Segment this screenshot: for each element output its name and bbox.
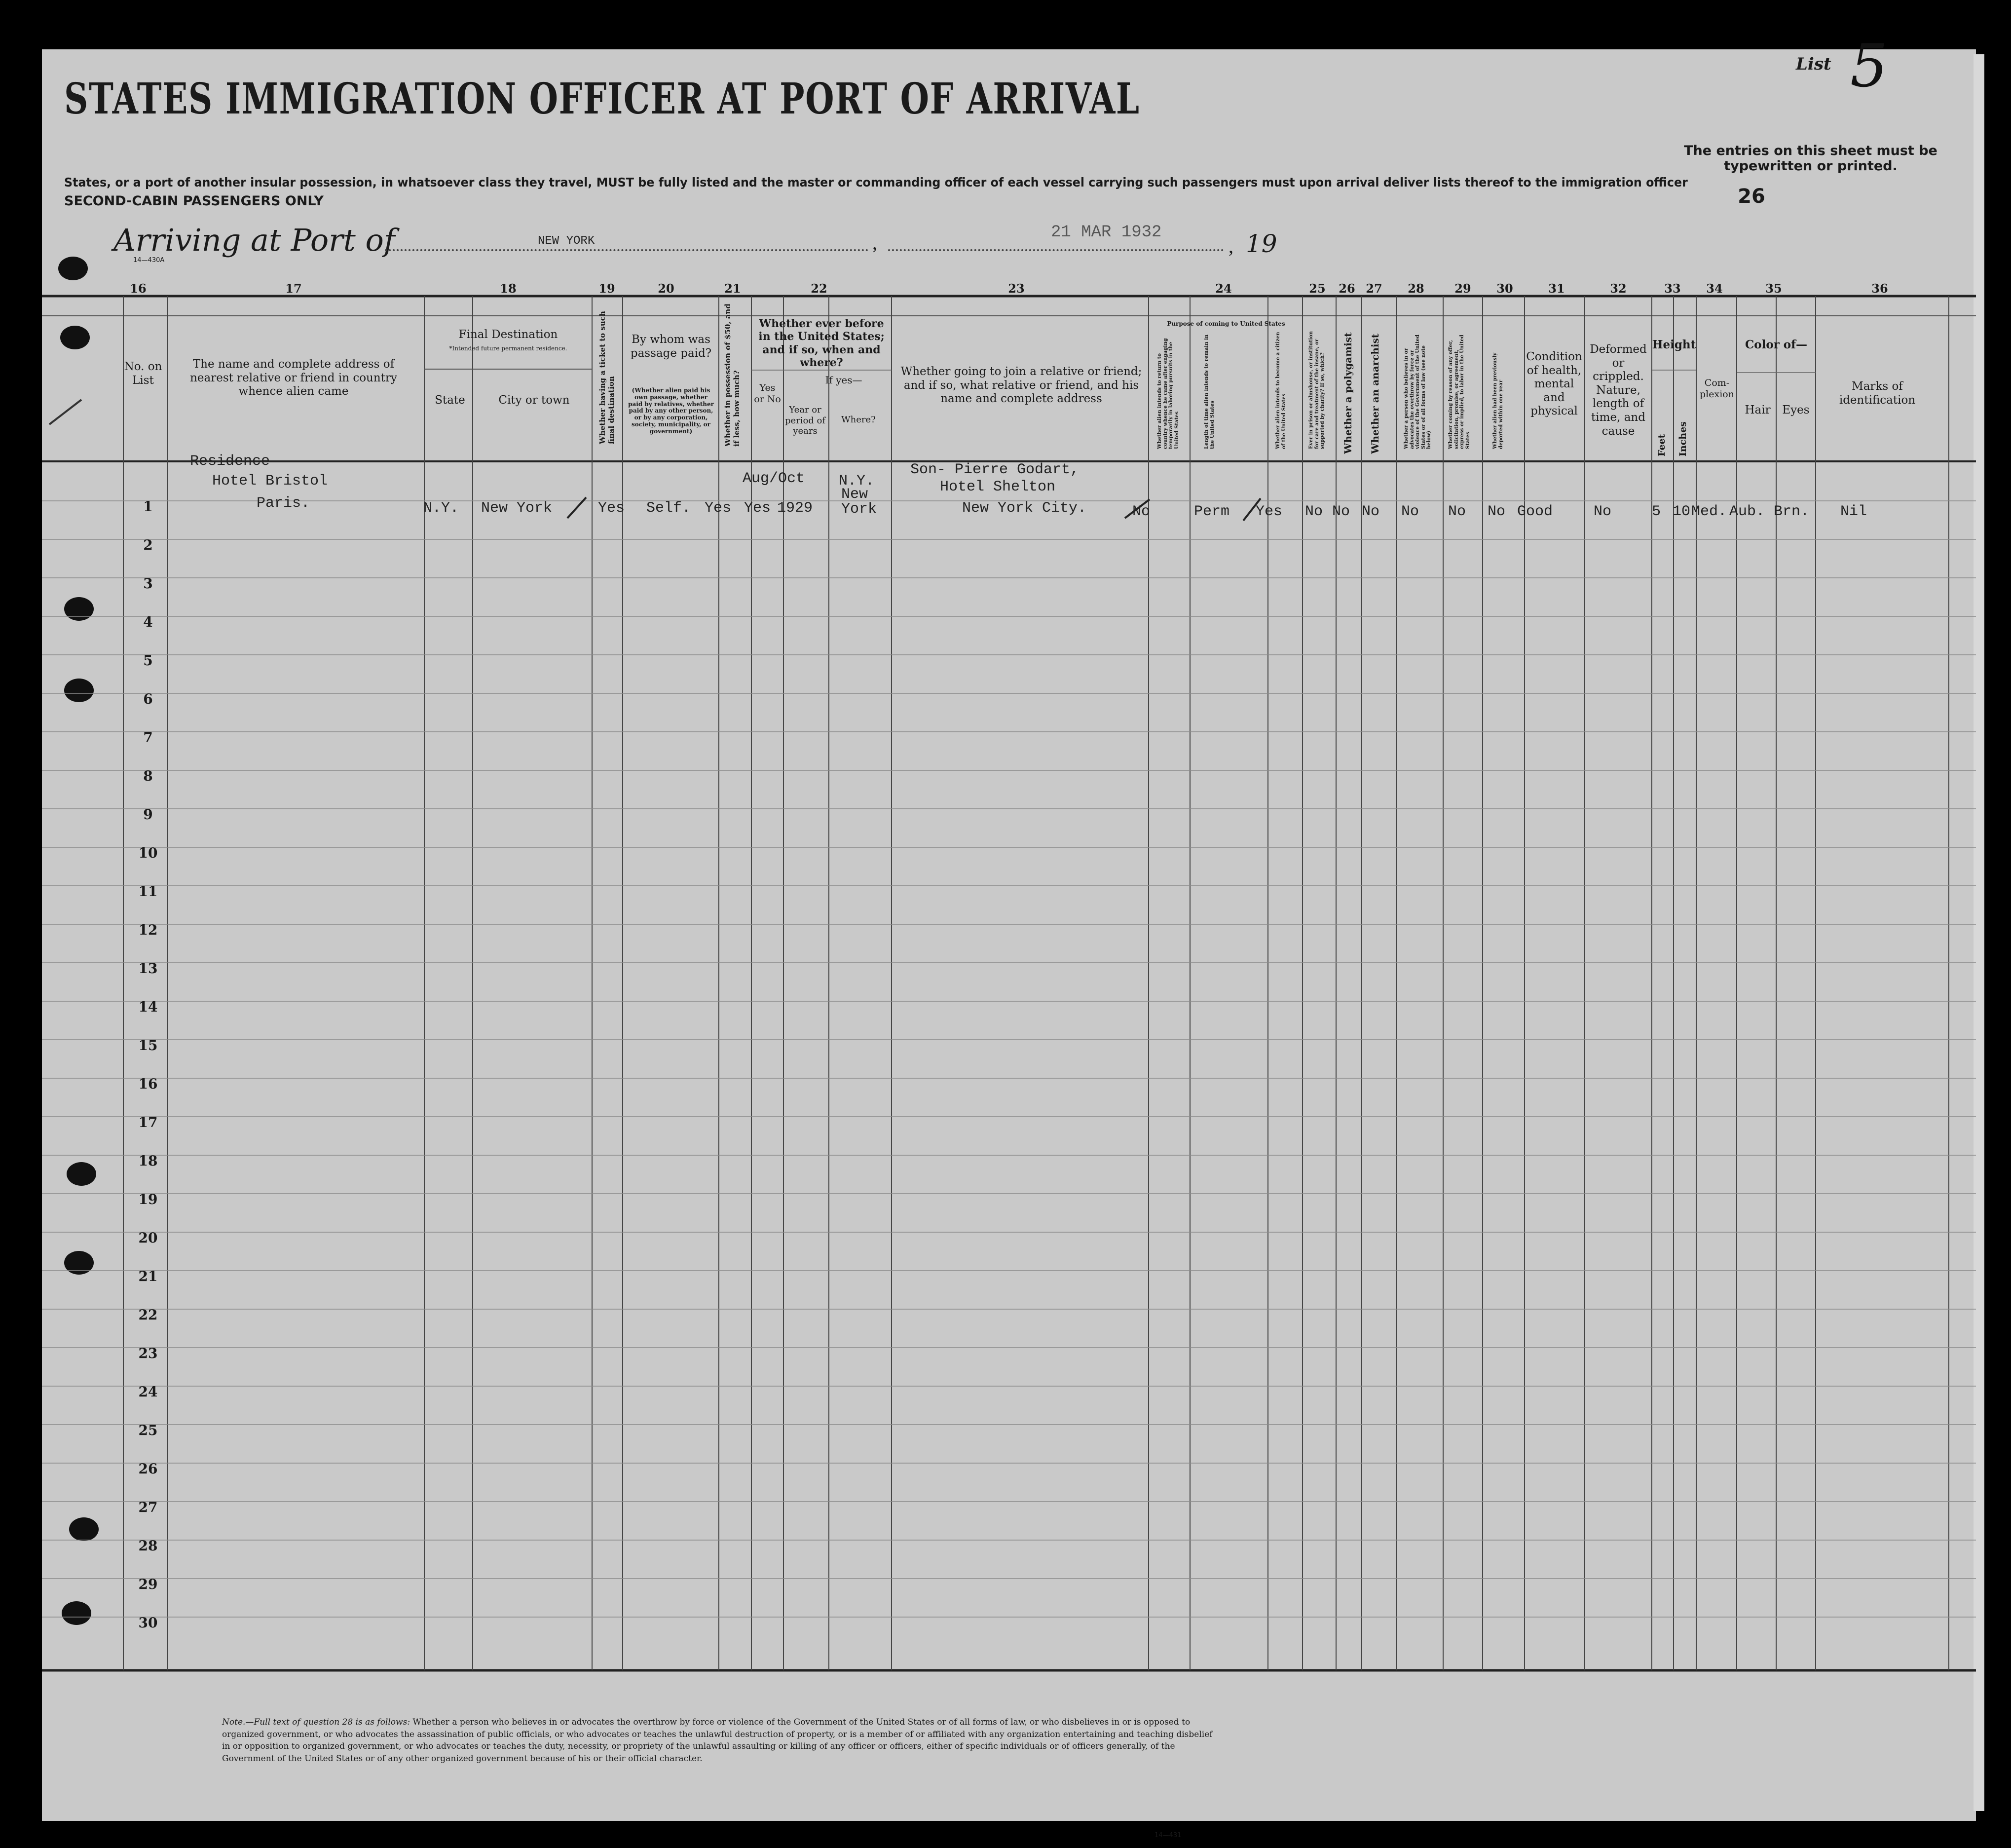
entry-polygamist: No bbox=[1332, 503, 1350, 520]
row-number: 10 bbox=[138, 845, 158, 861]
row-number: 30 bbox=[138, 1615, 158, 1631]
col-number: 18 bbox=[500, 281, 517, 296]
header-passage: By whom was passage paid? bbox=[630, 333, 712, 360]
row-number: 16 bbox=[138, 1076, 158, 1092]
check-mark bbox=[1125, 499, 1150, 518]
row-number: 26 bbox=[138, 1461, 158, 1477]
header-hair: Hair bbox=[1745, 404, 1771, 416]
header-city: City or town bbox=[498, 394, 570, 407]
col-number: 29 bbox=[1454, 281, 1471, 296]
col-number: 27 bbox=[1366, 281, 1382, 296]
arriving-label: Arriving at Port of bbox=[113, 222, 395, 258]
header-eyes: Eyes bbox=[1782, 404, 1810, 416]
header-polygamist: Whether a polygamist bbox=[1342, 332, 1354, 454]
header-purpose-citizen: Whether alien intends to become a citizen of the United States bbox=[1275, 332, 1287, 449]
header-passage-note: (Whether alien paid his own passage, whether paid by relatives, whether paid by any other person, or by any corporation, society, municipality, or government) bbox=[628, 387, 714, 435]
row-number: 8 bbox=[143, 768, 153, 784]
entry-year-line2: 1929 bbox=[777, 500, 813, 517]
entry-join-line2: Hotel Shelton bbox=[940, 479, 1056, 495]
intro-text: States, or a port of another insular possession, in whatsoever class they travel, MUST be fully listed and the master or commanding officer of each vessel carrying such passengers must upon arrival deliver lists thereof to the immigration officer bbox=[64, 175, 1688, 189]
entry-address-line3: Paris. bbox=[257, 495, 310, 512]
header-state: State bbox=[435, 394, 465, 407]
row-number: 3 bbox=[143, 575, 153, 592]
entry-before-yes: Yes bbox=[744, 500, 771, 517]
entry-complexion: Med. bbox=[1691, 503, 1727, 520]
entry-year-line1: Aug/Oct bbox=[743, 470, 805, 487]
header-marks: Marks of identification bbox=[1839, 380, 1916, 407]
entry-q29: No bbox=[1448, 503, 1466, 520]
col-number: 19 bbox=[598, 281, 615, 296]
header-final-destination: Final Destination bbox=[458, 328, 558, 341]
year-prefix: 19 bbox=[1246, 229, 1277, 258]
col-number: 16 bbox=[130, 281, 147, 296]
col-number: 26 bbox=[1339, 281, 1355, 296]
header-q29: Whether coming by reason of any offer, solicitation, promise, or agreement, express or implied, to labor in the United States bbox=[1448, 335, 1471, 449]
row-number: 7 bbox=[143, 729, 153, 746]
row-number: 17 bbox=[138, 1114, 158, 1131]
entry-health: Good bbox=[1517, 503, 1553, 520]
row-number: 12 bbox=[138, 922, 158, 938]
list-label: List bbox=[1796, 54, 1831, 74]
entry-possession: Yes bbox=[705, 500, 732, 517]
header-ticket: Whether having a ticket to such final destination bbox=[598, 311, 616, 444]
entry-marks: Nil bbox=[1840, 503, 1867, 520]
entry-inches: 10 bbox=[1673, 503, 1691, 520]
entry-return: No bbox=[1132, 503, 1151, 520]
entry-where-line1: N.Y. bbox=[839, 473, 875, 490]
header-no-on-list: No. on List bbox=[124, 360, 162, 387]
col-number: 30 bbox=[1496, 281, 1513, 296]
header-color-of: Color of— bbox=[1745, 338, 1808, 351]
row-number: 2 bbox=[143, 537, 153, 553]
entry-where-line3: York bbox=[841, 501, 877, 518]
comma: , bbox=[872, 231, 877, 254]
col-number: 32 bbox=[1610, 281, 1627, 296]
header-height: Height bbox=[1652, 338, 1696, 351]
row-number: 18 bbox=[138, 1153, 158, 1169]
entry-hair: Aub. bbox=[1729, 503, 1765, 520]
entry-ticket: Yes bbox=[598, 500, 625, 517]
row-number: 11 bbox=[138, 883, 158, 900]
entry-citizen: Yes bbox=[1256, 503, 1283, 520]
sheet-number: 26 bbox=[1738, 185, 1765, 208]
header-q28: Whether a person who believes in or advocates the overthrow by force or violence of the Government of the United States or of all forms of law (see note below) bbox=[1404, 334, 1432, 449]
col-number: 21 bbox=[724, 281, 741, 296]
entry-q30: No bbox=[1488, 503, 1506, 520]
header-complexion: Com-plexion bbox=[1700, 377, 1734, 400]
header-q30: Whether alien had been previously deported within one year bbox=[1492, 352, 1504, 449]
entry-passage: Self. bbox=[646, 500, 691, 517]
entry-address-line2: Hotel Bristol bbox=[212, 473, 328, 490]
entry-length: Perm bbox=[1194, 503, 1230, 520]
entry-address-line1: Residence- bbox=[190, 453, 279, 470]
form-title: STATES IMMIGRATION OFFICER AT PORT OF ARRIVAL bbox=[64, 74, 1140, 124]
row-number: 19 bbox=[138, 1191, 158, 1207]
header-feet: Feet bbox=[1656, 434, 1667, 456]
header-where: Where? bbox=[841, 415, 876, 425]
check-mark bbox=[567, 497, 586, 518]
entry-feet: 5 bbox=[1652, 503, 1661, 520]
entry-city: New York bbox=[481, 500, 553, 517]
footer-form-code: 14—431 bbox=[1154, 1832, 1182, 1839]
row-number: 21 bbox=[138, 1268, 158, 1284]
entry-anarchist: No bbox=[1362, 503, 1380, 520]
row-number: 14 bbox=[138, 999, 158, 1015]
typewritten-note: The entries on this sheet must be typewritten or printed. bbox=[1684, 143, 1937, 174]
col-number: 23 bbox=[1008, 281, 1025, 296]
header-ever-before: Whether ever before in the United States; and if so, when and where? bbox=[758, 317, 885, 370]
row-number: 1 bbox=[143, 498, 153, 515]
entry-join-line1: Son- Pierre Godart, bbox=[910, 461, 1080, 478]
footer-note-label: Note.—Full text of question 28 is as follows: bbox=[222, 1717, 410, 1727]
header-anarchist: Whether an anarchist bbox=[1369, 333, 1381, 454]
row-number: 9 bbox=[143, 806, 153, 823]
header-address: The name and complete address of nearest relative or friend in country whence alien came bbox=[190, 358, 397, 398]
col-number: 31 bbox=[1548, 281, 1565, 296]
list-number: 5 bbox=[1850, 32, 1888, 101]
footer-note-text: Whether a person who believes in or advocates the overthrow by force or violence of the Government of the United States or of all forms of law, or who disbelieves in or is opposed to organized government, or who advocates the assassination of public officials, or who advocates or teaches the unlawful destruction of property, or is a member of or affiliated with any organization entertaining and teaching disbelief in or opposition to organized government, or who advocates or teaches the duty, necessity, or propriety of the unlawful assaulting or killing of any officer or officers, either of specific individuals or of officers generally, of the Government of the United States or of any other organized government because of his or their official character. bbox=[222, 1717, 1213, 1764]
row-number: 27 bbox=[138, 1499, 158, 1515]
header-possession: Whether in possession of $50, and if less, how much? bbox=[723, 303, 741, 447]
col-number: 20 bbox=[658, 281, 674, 296]
header-year-period: Year or period of years bbox=[784, 405, 826, 437]
entry-eyes: Brn. bbox=[1774, 503, 1810, 520]
col-number: 36 bbox=[1871, 281, 1888, 296]
entry-deformed: No bbox=[1594, 503, 1612, 520]
header-purpose-return: Whether alien intends to return to country whence he came after engaging temporarily in laboring pursuits in the United States bbox=[1157, 338, 1180, 449]
row-number: 29 bbox=[138, 1576, 158, 1592]
margin-mark bbox=[49, 400, 81, 424]
col-number: 24 bbox=[1215, 281, 1232, 296]
header-yes-no: Yes or No bbox=[754, 382, 781, 405]
header-final-destination-note: *Intended future permanent residence. bbox=[449, 345, 567, 352]
row-number: 25 bbox=[138, 1422, 158, 1438]
check-mark bbox=[1243, 498, 1261, 521]
row-number: 13 bbox=[138, 960, 158, 977]
entry-q28: No bbox=[1401, 503, 1419, 520]
col-number: 33 bbox=[1664, 281, 1681, 296]
date-stamp: 21 MAR 1932 bbox=[1051, 223, 1162, 242]
header-inches: Inches bbox=[1677, 421, 1688, 456]
entry-state: N.Y. bbox=[423, 500, 459, 517]
col-number: 22 bbox=[811, 281, 827, 296]
row-number: 6 bbox=[143, 691, 153, 707]
col-number: 34 bbox=[1706, 281, 1723, 296]
header-if-yes: If yes— bbox=[825, 374, 862, 386]
entry-join-line3: New York City. bbox=[962, 500, 1087, 517]
header-prison: Ever in prison or almshouse, or institution for care and treatment of the insane, or supported by charity? If so, which? bbox=[1308, 331, 1325, 449]
header-joining: Whether going to join a relative or friend; and if so, what relative or friend, and his name and complete address bbox=[900, 365, 1142, 406]
entry-prison: No bbox=[1305, 503, 1323, 520]
row-number: 15 bbox=[138, 1037, 158, 1054]
col-number: 25 bbox=[1309, 281, 1326, 296]
col-number: 17 bbox=[285, 281, 302, 296]
row-number: 24 bbox=[138, 1384, 158, 1400]
entry-where-line2: New bbox=[841, 486, 868, 503]
row-number: 22 bbox=[138, 1307, 158, 1323]
footer-note bbox=[222, 1716, 1219, 1765]
row-number: 20 bbox=[138, 1230, 158, 1246]
row-number: 5 bbox=[143, 652, 153, 669]
comma: , bbox=[1229, 235, 1233, 257]
header-purpose-length: Length of time alien intends to remain in the United States bbox=[1204, 334, 1215, 449]
col-number: 35 bbox=[1765, 281, 1782, 296]
intro-second-cabin: SECOND-CABIN PASSENGERS ONLY bbox=[64, 193, 324, 209]
col-number: 28 bbox=[1408, 281, 1424, 296]
port-value: NEW YORK bbox=[538, 234, 595, 248]
header-deformed: Deformed or crippled. Nature, length of time, and cause bbox=[1590, 343, 1647, 438]
row-number: 28 bbox=[138, 1538, 158, 1554]
row-number: 23 bbox=[138, 1345, 158, 1361]
header-health: Condition of health, mental and physical bbox=[1526, 350, 1582, 418]
form-code: 14—430A bbox=[133, 257, 165, 264]
header-purpose: Purpose of coming to United States bbox=[1167, 320, 1285, 327]
row-number: 4 bbox=[143, 614, 153, 630]
